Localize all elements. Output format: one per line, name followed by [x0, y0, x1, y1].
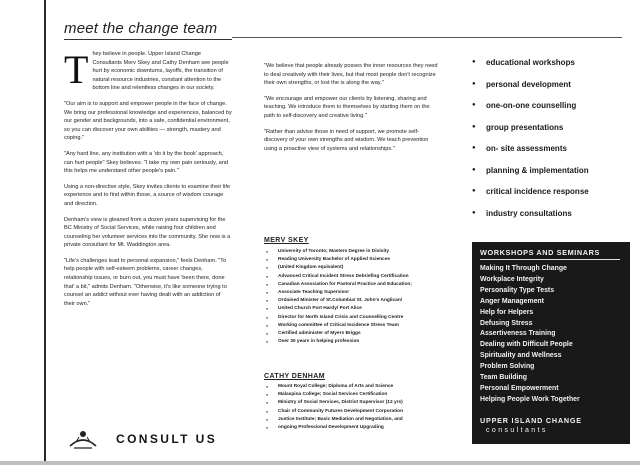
workshop-item: Personality Type Tests — [480, 286, 555, 294]
article-paragraph: "Any hard line, any institution with a 'do it by the book' approach, can hurt people" Skey believes. "I take my own pain seriously, and this helps me understand other people's pain." — [64, 150, 228, 175]
workshop-item: Workplace Integrity — [480, 275, 544, 283]
credential-item: ● Over 30 years in helping profession — [264, 338, 434, 346]
workshop-item: Personal Empowerment — [480, 384, 559, 392]
workshop-item: Defusing Stress — [480, 319, 533, 327]
quote-paragraph: "We encourage and empower our clients by listening, sharing and teaching. We introduce them to themselves by starting them on the path to self-discovery and creative living." — [264, 95, 430, 119]
page-edge-shadow — [44, 0, 46, 465]
article-column-middle — [264, 62, 440, 232]
workshop-item: Helping People Work Together — [480, 395, 580, 403]
credential-item: ● Associate Teaching Supervisor — [264, 289, 434, 297]
workshop-item: Assertiveness Training — [480, 330, 556, 338]
credential-item: ● Justice Institute; Basic Mediation and Negotiation, and — [264, 416, 434, 424]
credential-item: ● Mount Royal College; Diploma of Arts and Science — [264, 383, 434, 391]
credentials-list-cathy-denham — [264, 383, 434, 432]
service-item: ● educational workshops — [470, 52, 630, 74]
credential-item: ● (United Kingdom equivalent) — [264, 264, 434, 272]
workshops-box-rule — [480, 259, 620, 260]
service-item: ● planning & implementation — [470, 160, 630, 182]
workshop-item: Help for Helpers — [480, 308, 534, 316]
header-rule — [232, 37, 622, 38]
service-item: ● industry consultations — [470, 203, 630, 225]
company-subtitle: consultants — [486, 427, 548, 434]
credential-item: ● Canadian Association for Pastoral Practice and Education; — [264, 281, 434, 289]
page-title: meet the change team — [64, 20, 218, 37]
service-item: ● on- site assessments — [470, 138, 630, 160]
service-item: ● critical incidence response — [470, 181, 630, 203]
article-paragraph: Denham's view is gleaned from a dozen years supervising for the BC Ministry of Social Services, while raising four children and counseling her volunteer services into the community. She now is a private consultant for Mt. Waddington area. — [64, 216, 231, 249]
credential-item: ● Ordained Minister of St.Columbia/ St. John's Anglican/ — [264, 297, 434, 305]
credentials-list-merv-skey — [264, 248, 434, 346]
consult-us-heading: CONSULT US — [116, 432, 218, 446]
company-logo-icon — [66, 428, 100, 450]
workshop-item: Team Building — [480, 374, 527, 382]
service-item: ● personal development — [470, 74, 630, 96]
credential-item: ● Reading University Bachelor of Applied Sciences — [264, 256, 434, 264]
article-paragraph: "Our aim is to support and empower people in the face of change. We bring our professional knowledge and experiences, balanced by our gender and backgrounds, into a safe, confidential environment, so you can discover your own abilities — strength, mastery and coping." — [64, 100, 232, 142]
services-list — [470, 52, 630, 224]
service-item: ● group presentations — [470, 117, 630, 139]
credential-item: ● Certified administer of Myers Briggs — [264, 330, 434, 338]
credential-item: ● Advanced Critical Incident Stress Debriefing Certification — [264, 273, 434, 281]
workshops-list — [480, 264, 580, 406]
company-name: UPPER ISLAND CHANGE — [480, 416, 582, 425]
workshop-item: Dealing with Difficult People — [480, 341, 573, 349]
quote-paragraph: "We believe that people already posses the inner resources they need to deal creatively with their lives, but that most people don't recognize their own strengths, or lost the is along the way." — [264, 63, 438, 87]
workshops-box-title: WORKSHOPS AND SEMINARS — [480, 248, 600, 257]
scan-bottom-edge — [0, 461, 640, 465]
article-paragraph: "Life's challenges lead to personal expansion," feels Denham. "To help people with self-esteem problems, career changes, relationship issues, or burn out, you must have 'been there, done that' a bit," admits Denham. "Otherwise, it's like someone trying to counsel an addict without ever having dealt with an addiction of their own." — [64, 257, 227, 307]
workshop-item: Problem Solving — [480, 363, 535, 371]
workshop-item: Making It Through Change — [480, 265, 567, 272]
credential-item: ● Working committee of Critical Incidence Stress Team — [264, 322, 434, 330]
credential-item: ● Malaspina College; Social Services Certification — [264, 391, 434, 399]
credential-item: ● United Church Port Hardy/ Port Alice — [264, 305, 434, 313]
workshop-item: Spirituality and Wellness — [480, 352, 562, 360]
title-underline — [64, 39, 232, 40]
credential-item: ● Chair of Community Futures Development Corporation — [264, 408, 434, 416]
workshop-item: Anger Management — [480, 297, 544, 305]
bio-heading-merv-skey: MERV SKEY — [264, 237, 309, 244]
intro-paragraph — [64, 50, 232, 93]
credential-item: ● University of Toronto; Masters Degree in Divinity — [264, 248, 434, 256]
credential-item: ● ongoing Professional Development Upgrading — [264, 424, 434, 432]
quote-paragraph: "Rather than advise those in need of support, we promote self-discovery of your own strengths and wisdom. We teach prevention using a proactive view of systems and relationships." — [264, 128, 429, 152]
drop-cap: T — [64, 50, 89, 92]
credential-item: ● Ministry of Social Services, District Supervisor (12 yrs) — [264, 399, 434, 407]
article-paragraph: Using a non-directive style, Skey invites clients to examine their life experience and to find within those, a source of wisdom courage and direction. — [64, 183, 231, 207]
article-column-left — [64, 50, 232, 432]
bio-heading-cathy-denham: CATHY DENHAM — [264, 373, 325, 380]
credential-item: ● Director for North Island Crisis and Counselling Centre — [264, 314, 434, 322]
intro-text: hey believe in people. Upper Island Change Consultants Merv Skey and Cathy Denham see people hurt by economic downturns, layoffs, the transition of natural resource industries, constant attention to the bottom line and relentless changes in our society. — [92, 51, 229, 92]
workshops-box — [472, 242, 630, 444]
service-item: ● one-on-one counselling — [470, 95, 630, 117]
